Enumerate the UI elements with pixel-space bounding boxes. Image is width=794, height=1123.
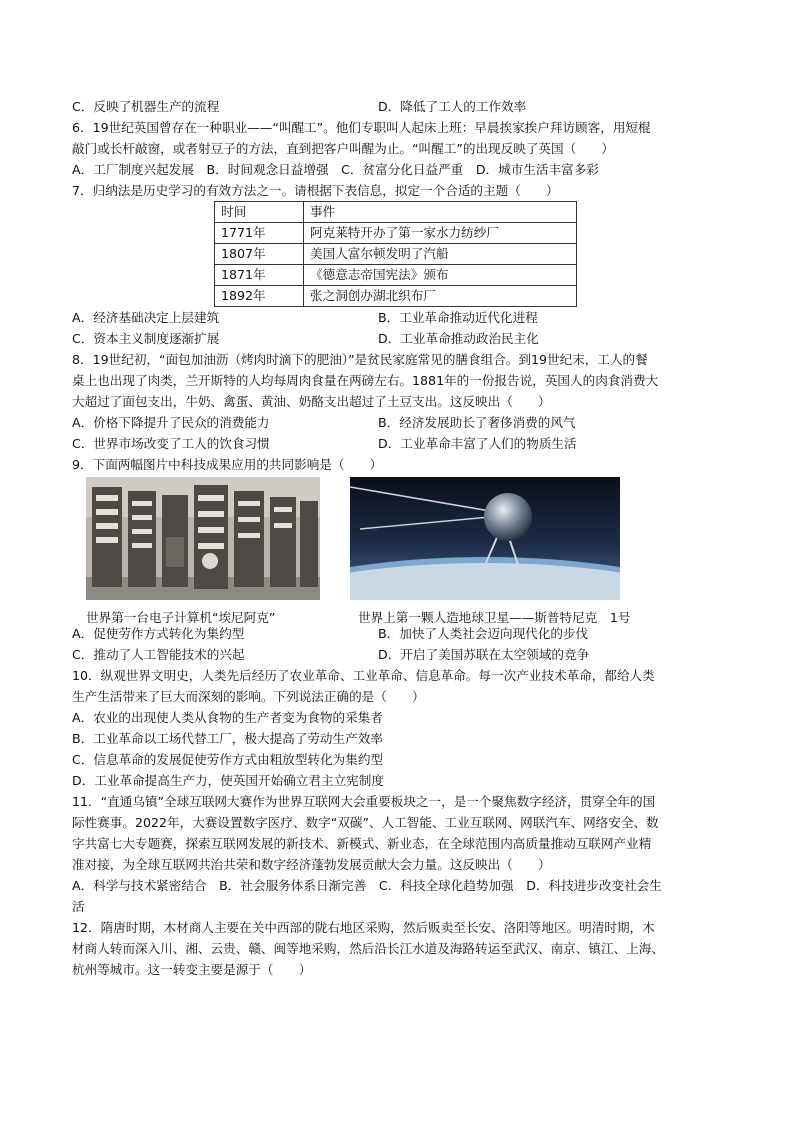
sputnik-satellite-icon [350, 477, 620, 600]
q10-option-d[interactable]: D．工业革命提高生产力，使英国开始确立君主立宪制度 [72, 773, 384, 788]
exam-page [72, 96, 724, 980]
sputnik-satellite-image [350, 477, 620, 600]
q7-option-d[interactable]: D．工业革命推动政治民主化 [378, 331, 539, 346]
q10-option-b[interactable]: B．工业革命以工场代替工厂，极大提高了劳动生产效率 [72, 731, 383, 746]
table-header-row [215, 202, 577, 223]
q9-option-d[interactable]: D．开启了美国苏联在太空领域的竞争 [378, 647, 590, 662]
eniac-computer-icon [86, 477, 320, 600]
table-cell-event: 阿克莱特开办了第一家水力纺纱厂 [304, 223, 577, 244]
q8-options-ab [72, 412, 724, 433]
table-cell-time: 1871年 [215, 265, 304, 286]
q12-stem-2: 材商人转而深入川、湘、云贵、赣、闽等地采购，然后沿长江水道及海路转运至武汉、南京、镇江、上海、 [72, 941, 664, 956]
q7-option-c[interactable]: C．资本主义制度逐渐扩展 [72, 331, 220, 346]
q9-option-c[interactable]: C．推动了人工智能技术的兴起 [72, 647, 245, 662]
q5-options [72, 96, 724, 117]
q9-option-b[interactable]: B．加快了人类社会迈向现代化的步伐 [378, 626, 589, 641]
sputnik-caption: 世界上第一颗人造地球卫星——斯普特尼克 1号 [358, 610, 631, 625]
q7-stem: 7．归纳法是历史学习的有效方法之一。请根据下表信息，拟定一个合适的主题（ ） [72, 183, 559, 198]
table-cell-event: 《德意志帝国宪法》颁布 [304, 265, 577, 286]
q11-stem-4: 准对接，为全球互联网共治共荣和数字经济蓬勃发展贡献大会力量。这反映出（ ） [72, 857, 551, 872]
q11-stem-2: 际性赛事。2022年，大赛设置数字医疗、数字“双碳”、人工智能、工业互联网、网联汽车、网络安全、数 [72, 815, 659, 830]
q9-option-a[interactable]: A．促使劳作方式转化为集约型 [72, 626, 245, 641]
q7-options-cd [72, 328, 724, 349]
table-header-event: 事件 [304, 202, 577, 223]
table-cell-time: 1771年 [215, 223, 304, 244]
q12-stem-1: 12．隋唐时期，木材商人主要在关中西部的陇右地区采购，然后贩卖至长安、洛阳等地区。明清时期，木 [72, 920, 655, 935]
q6-options[interactable]: A．工厂制度兴起发展 B．时间观念日益增强 C．贫富分化日益严重 D．城市生活丰富多彩 [72, 162, 599, 177]
eniac-computer-image [86, 477, 320, 600]
q12-stem-3: 杭州等城市。这一转变主要是源于（ ） [72, 962, 312, 977]
q6-stem-2: 敲门或长杆敲窗，或者射豆子的方法，直到把客户叫醒为止。“叫醒工”的出现反映了英国（ ） [72, 141, 614, 156]
q11-options-1[interactable]: A．科学与技术紧密结合 B．社会服务体系日渐完善 C．科技全球化趋势加强 D．科技进步改变社会生 [72, 878, 662, 893]
q8-stem-2: 桌上也出现了肉类，兰开斯特的人均每周肉食量在两磅左右。1881年的一份报告说，英国人的肉食消费大 [72, 373, 659, 388]
q10-stem-2: 生产生活带来了巨大而深刻的影响。下列说法正确的是（ ） [72, 689, 425, 704]
q8-option-c[interactable]: C．世界市场改变了工人的饮食习惯 [72, 436, 270, 451]
table-cell-event: 美国人富尔顿发明了汽船 [304, 244, 577, 265]
q8-option-a[interactable]: A．价格下降提升了民众的消费能力 [72, 415, 270, 430]
q5-option-d[interactable]: D．降低了工人的工作效率 [378, 99, 527, 114]
q9-options-cd [72, 644, 724, 665]
q11-stem-1: 11．“直通乌镇”全球互联网大赛作为世界互联网大会重要板块之一，是一个聚焦数字经济，贯穿全年的国 [72, 794, 656, 809]
q8-option-b[interactable]: B．经济发展助长了奢侈消费的风气 [378, 415, 576, 430]
table-row [215, 286, 577, 307]
table-row [215, 244, 577, 265]
table-header-time: 时间 [215, 202, 304, 223]
eniac-caption: 世界第一台电子计算机“埃尼阿克” [86, 610, 276, 625]
table-cell-event: 张之洞创办湖北织布厂 [304, 286, 577, 307]
q7-table [214, 201, 577, 307]
q7-options-ab [72, 307, 724, 328]
q8-options-cd [72, 433, 724, 454]
table-cell-time: 1807年 [215, 244, 304, 265]
q8-stem-1: 8．19世纪初，“面包加油沥（烤肉时滴下的肥油）”是贫民家庭常见的膳食组合。到19世纪末，工人的餐 [72, 352, 648, 367]
q9-images [72, 477, 724, 623]
q10-option-c[interactable]: C．信息革命的发展促使劳作方式由粗放型转化为集约型 [72, 752, 384, 767]
q8-option-d[interactable]: D．工业革命丰富了人们的物质生活 [378, 436, 577, 451]
table-row [215, 265, 577, 286]
q11-stem-3: 字共富七大专题赛，探索互联网发展的新技术、新模式、新业态，在全球范围内高质量推动互联网产业精 [72, 836, 652, 851]
q7-option-b[interactable]: B．工业革命推动近代化进程 [378, 310, 538, 325]
q6-stem-1: 6．19世纪英国曾存在一种职业——“叫醒工”。他们专职叫人起床上班：早晨挨家挨户拜访顾客，用短棍 [72, 120, 651, 135]
q11-options-2[interactable]: 活 [72, 899, 85, 914]
q7-option-a[interactable]: A．经济基础决定上层建筑 [72, 310, 220, 325]
q5-option-c[interactable]: C．反映了机器生产的流程 [72, 99, 220, 114]
q10-option-a[interactable]: A．农业的出现使人类从食物的生产者变为食物的采集者 [72, 710, 383, 725]
table-row [215, 223, 577, 244]
table-cell-time: 1892年 [215, 286, 304, 307]
q8-stem-3: 大超过了面包支出，牛奶、禽蛋、黄油、奶酪支出超过了土豆支出。这反映出（ ） [72, 394, 551, 409]
q10-stem-1: 10．纵观世界文明史，人类先后经历了农业革命、工业革命、信息革命。每一次产业技术革命，都给人类 [72, 668, 655, 683]
q9-stem: 9．下面两幅图片中科技成果应用的共同影响是（ ） [72, 457, 383, 472]
